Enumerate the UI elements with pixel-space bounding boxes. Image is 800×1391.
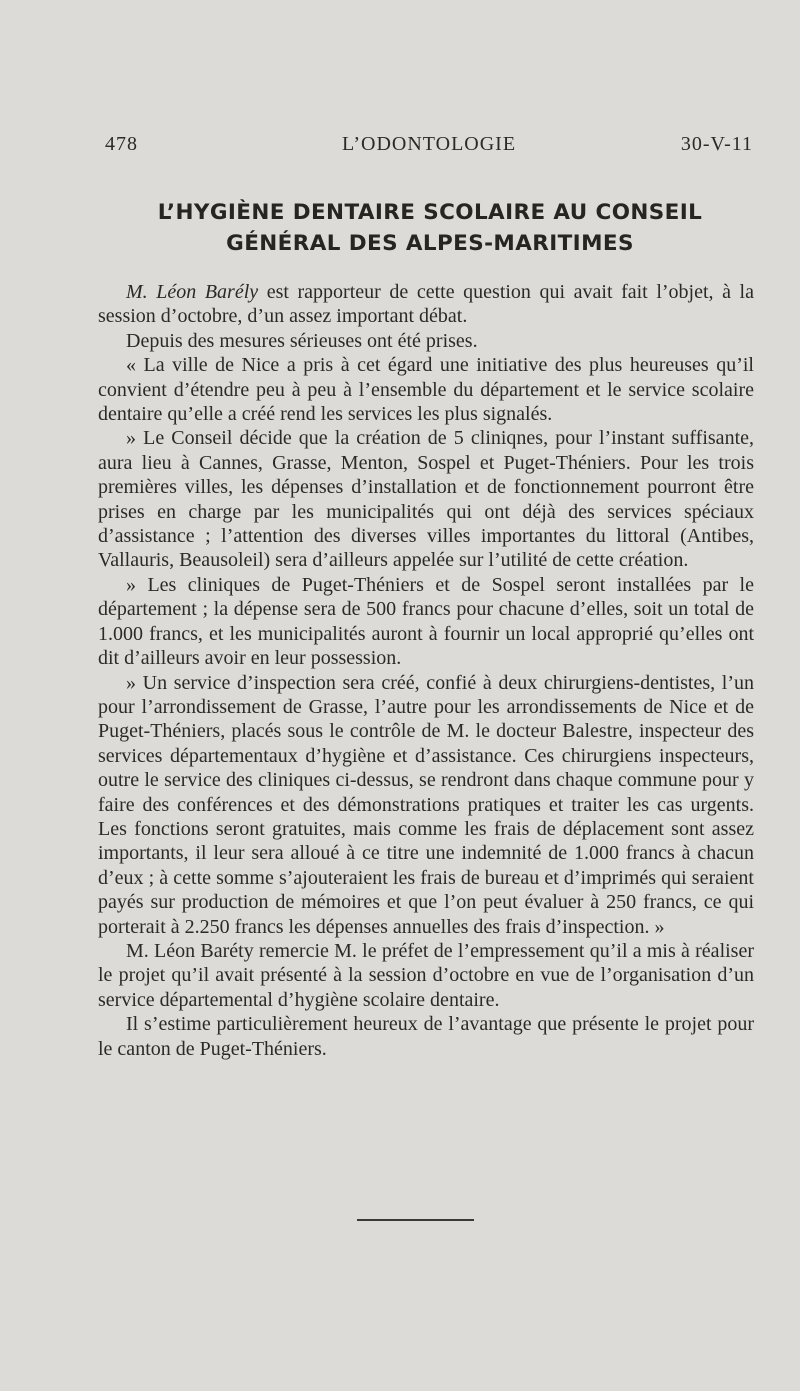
paragraph: Il s’estime particulièrement heureux de l’avantage que présente le projet pour le canton de Puget-Théniers. — [98, 1013, 754, 1060]
end-rule — [357, 1219, 474, 1221]
paragraph — [98, 280, 754, 329]
paragraph: Depuis des mesures sérieuses ont été prises. — [126, 329, 478, 352]
paragraph: » Le Conseil décide que la création de 5 cliniqnes, pour l’instant suffisante, aura lieu à Cannes, Grasse, Menton, Sospel et Puget-Théniers. Pour les trois premières villes, les dépenses d’installation et de fonctionnement pourront être prises en charge par les municipalités qui ont déjà des services spéciaux d’assistance ; l’attention des diverses villes importantes du littoral (Antibes, Vallauris, Beausoleil) sera d’ailleurs appelée sur l’utilité de cette création. — [98, 427, 754, 572]
page-number: 478 — [105, 133, 138, 155]
paragraph: M. Léon Baréty remercie M. le préfet de l’empressement qu’il a mis à réaliser le projet qu’il avait présenté à la session d’octobre en vue de l’organisation d’un service départemental d’hygiène scolaire dentaire. — [98, 939, 754, 1011]
issue-date: 30-V-11 — [680, 133, 753, 155]
paragraph: « La ville de Nice a pris à cet égard une initiative des plus heureuses qu’il convient d’étendre peu à peu à l’ensemble du département et le service scolaire dentaire qu’elle a créé rend les services les plus signalés. — [98, 354, 754, 426]
article-title-line-1: L’HYGIÈNE DENTAIRE SCOLAIRE AU CONSEIL — [157, 200, 703, 225]
running-head — [105, 133, 753, 161]
article-title — [100, 197, 760, 259]
paragraph: » Un service d’inspection sera créé, confié à deux chirurgiens-dentistes, l’un pour l’arrondissement de Grasse, l’autre pour les arrondissements de Nice et de Puget-Théniers, placés sous le contrôle de M. le docteur Balestre, inspecteur des services départementaux d’hygiène et d’assistance. Ces chirurgiens inspecteurs, outre le service des cliniques ci-dessus, se rendront dans chaque commune pour y faire des conférences et des démonstrations pratiques et traiter les cas urgents. Les fonctions seront gratuites, mais comme les frais de déplacement sont assez importants, il leur sera alloué à ce titre une indemnité de 1.000 francs à chacun d’eux ; à cette somme s’ajouteraient les frais de bureau et d’imprimés qui seraient payés sur production de mémoires et que l’on peut évaluer à 250 francs, ce qui porterait à 2.250 francs les dépenses annuelles des frais d’inspection. » — [98, 671, 754, 938]
journal-title: L’ODONTOLOGIE — [341, 133, 517, 155]
article-title-line-2: GÉNÉRAL DES ALPES-MARITIMES — [226, 231, 634, 256]
paragraph-text: est rapporteur de cette question qui avait fait l’objet, à la session d’octobre, d’un assez important débat. — [98, 281, 754, 328]
paragraph: » Les cliniques de Puget-Théniers et de Sospel seront installées par le département ; la dépense sera de 500 francs pour chacune d’elles, soit un total de 1.000 francs, et les municipalités auront à fournir un local approprié qu’elles ont dit d’ailleurs avoir en leur possession. — [98, 573, 754, 670]
article-body — [98, 280, 754, 1061]
rapporteur-name: M. Léon Barély — [126, 281, 259, 303]
